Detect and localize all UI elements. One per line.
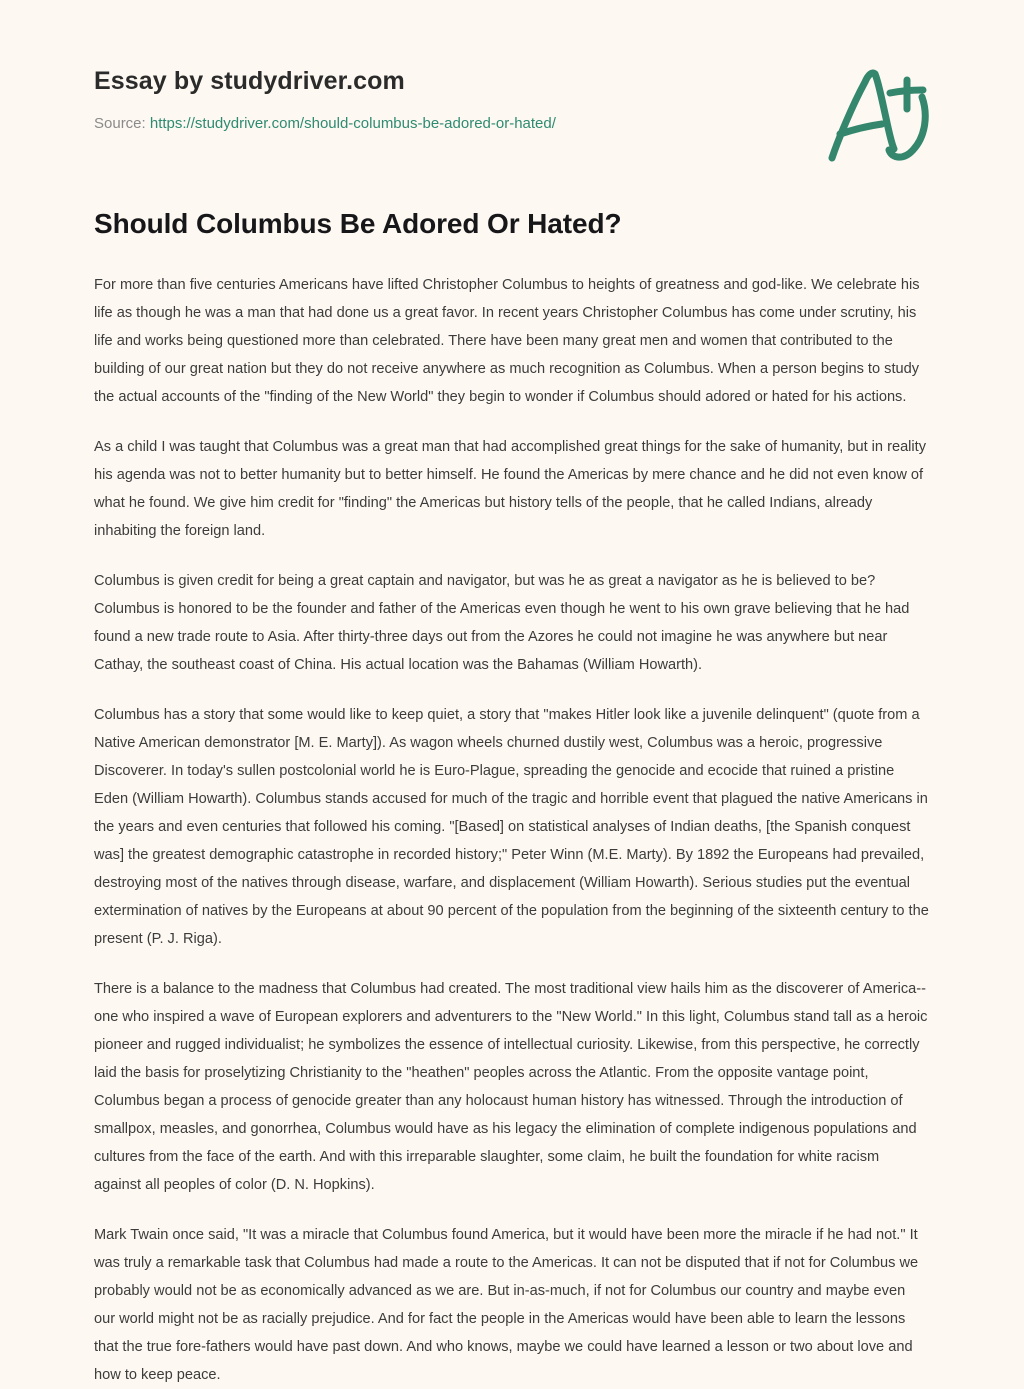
- paragraph: Columbus has a story that some would like to keep quiet, a story that "makes Hitler look like a juvenile delinquent" (quote from a Native American demonstrator [M. E. Marty]). As wagon wheels churned dustily west, Columbus was a heroic, progressive Discoverer. In today's sullen postcolonial world he is Euro-Plague, spreading the genocide and ecocide that ruined a pristine Eden (William Howarth). Columbus stands accused for much of the tragic and horrible event that plagued the native Americans in the years and even centuries that followed his coming. "[Based] on statistical analyses of Indian deaths, [the Spanish conquest was] the greatest demographic catastrophe in recorded history;" Peter Winn (M.E. Marty). By 1892 the Europeans had prevailed, destroying most of the natives through disease, warfare, and displacement (William Howarth). Serious studies put the eventual extermination of natives by the Europeans at about 90 percent of the population from the beginning of the sixteenth century to the present (P. J. Riga).: [94, 706, 929, 947]
- page-title: Should Columbus Be Adored Or Hated?: [94, 207, 622, 239]
- paragraph: As a child I was taught that Columbus was a great man that had accomplished great things for the sake of humanity, but in reality his agenda was not to better humanity but to better himself. He found the Americas by mere chance and he did not even know of what he found. We give him credit for "finding" the Americas but history tells of the people, that he called Indians, already inhabiting the foreign land.: [94, 438, 927, 539]
- a-plus-logo-icon: [818, 62, 936, 166]
- paragraph: There is a balance to the madness that Columbus had created. The most traditional view hails him as the discoverer of America--one who inspired a wave of European explorers and adventurers to the "New World." In this light, Columbus stand tall as a heroic pioneer and rugged individualist; he symbolizes the essence of intellectual curiosity. Likewise, from this perspective, he correctly laid the basis for proselytizing Christianity to the "heathen" peoples across the Atlantic. From the opposite vantage point, Columbus began a process of genocide greater than any holocaust human history has witnessed. Through the introduction of smallpox, measles, and gonorrhea, Columbus would have as his legacy the elimination of complete indigenous populations and cultures from the face of the earth. And with this irreparable slaughter, some claim, he built the foundation for white racism against all peoples of color (D. N. Hopkins).: [94, 980, 928, 1193]
- paragraph: For more than five centuries Americans have lifted Christopher Columbus to heights of greatness and god-like. We celebrate his life as though he was a man that had done us a great favor. In recent years Christopher Columbus has come under scrutiny, his life and works being questioned more than celebrated. There have been many great men and women that contributed to the building of our great nation but they do not receive anywhere as much recognition as Columbus. When a person begins to study the actual accounts of the "finding of the New World" they begin to wonder if Columbus should adored or hated for his actions.: [94, 276, 920, 405]
- document-header: [0, 0, 1024, 134]
- paragraph: Columbus is given credit for being a great captain and navigator, but was he as great a navigator as he is believed to be? Columbus is honored to be the founder and father of the Americas even though he went to his own grave believing that he had found a new trade route to Asia. After thirty-three days out from the Azores he could not imagine he was anywhere but near Cathay, the southeast coast of China. His actual location was the Bahamas (William Howarth).: [94, 572, 910, 673]
- article: [0, 206, 1024, 1389]
- source-label: Source:: [94, 115, 146, 132]
- paragraph: Mark Twain once said, "It was a miracle that Columbus found America, but it would have been more the miracle if he had not." It was truly a remarkable task that Columbus had made a route to the Americas. It can not be disputed that if not for Columbus we probably would not be as economically advanced as we are. But in-as-much, if not for Columbus our country and maybe even our world might not be as racially prejudice. And for fact the people in the Americas would have been able to learn the lessons that the true fore-fathers would have past down. And who knows, maybe we could have learned a lesson or two about love and how to keep peace.: [94, 1226, 919, 1383]
- source-url-link[interactable]: https://studydriver.com/should-columbus-be-adored-or-hated/: [149, 115, 556, 132]
- source-line: [94, 114, 930, 134]
- brand-title: Essay by studydriver.com: [94, 67, 405, 95]
- article-body: [94, 271, 930, 1389]
